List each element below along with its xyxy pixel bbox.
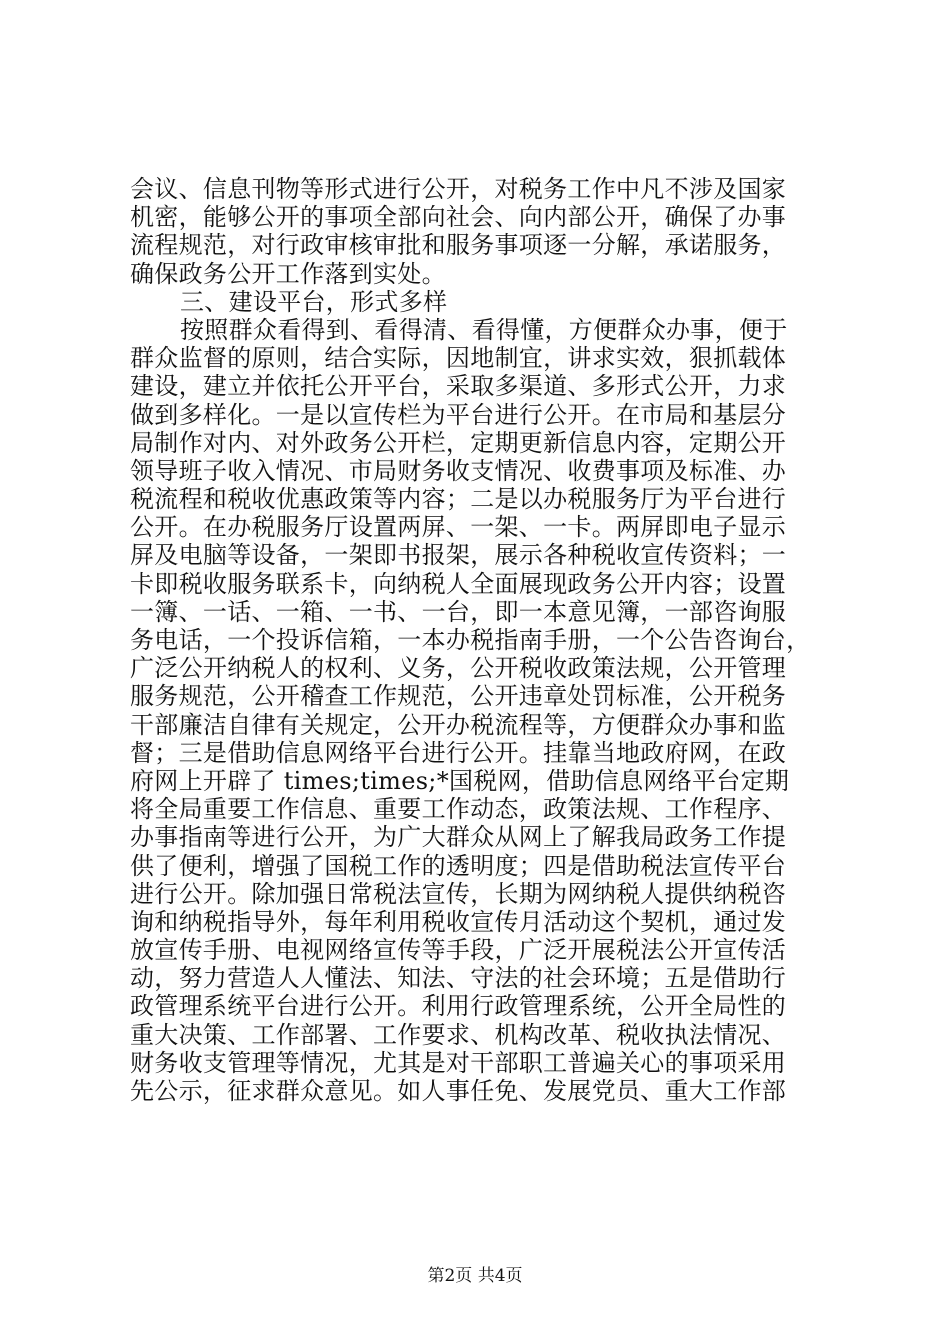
text-line: 局制作对内、对外政务公开栏，定期更新信息内容，定期公开 [130, 428, 787, 457]
text-line: 办事指南等进行公开，为广大群众从网上了解我局政务工作提 [130, 823, 787, 852]
document-body [130, 175, 830, 1105]
text-line: 税流程和税收优惠政策等内容；二是以办税服务厅为平台进行 [130, 485, 787, 514]
paragraph-start: 按照群众看得到、看得清、看得懂，方便群众办事，便于 [180, 315, 788, 344]
text-line: 建设，建立并依托公开平台，采取多渠道、多形式公开，力求 [130, 372, 787, 401]
text-line: 将全局重要工作信息、重要工作动态，政策法规、工作程序、 [130, 795, 787, 824]
text-line: 放宣传手册、电视网络宣传等手段，广泛开展税法公开宣传活 [130, 936, 787, 965]
text-line: 机密，能够公开的事项全部向社会、向内部公开，确保了办事 [130, 203, 787, 232]
text-line: 供了便利，增强了国税工作的透明度；四是借助税法宣传平台 [130, 851, 787, 880]
text-line: 重大决策、工作部署、工作要求、机构改革、税收执法情况、 [130, 1020, 787, 1049]
text-line: 一簿、一话、一箱、一书、一台，即一本意见簿，一部咨询服 [130, 597, 787, 626]
text-line: 领导班子收入情况、市局财务收支情况、收费事项及标准、办 [130, 456, 787, 485]
text-line: 卡即税收服务联系卡，向纳税人全面展现政务公开内容；设置 [130, 569, 787, 598]
text-line: 务电话，一个投诉信箱，一本办税指南手册，一个公告咨询台， [130, 626, 811, 654]
text-line: 府网上开辟了 times;times;*国税网，借助信息网络平台定期 [130, 766, 790, 795]
page-number-footer: 第2页 共4页 [427, 1266, 523, 1286]
text-line: 财务收支管理等情况，尤其是对干部职工普遍关心的事项采用 [130, 1048, 787, 1077]
text-line: 进行公开。除加强日常税法宣传，长期为网纳税人提供纳税咨 [130, 879, 787, 908]
text-line: 广泛公开纳税人的权利、义务，公开税收政策法规，公开管理 [130, 654, 787, 683]
text-line: 动，努力营造人人懂法、知法、守法的社会环境；五是借助行 [130, 964, 787, 993]
text-line: 询和纳税指导外，每年利用税收宣传月活动这个契机，通过发 [130, 907, 787, 936]
text-line: 确保政务公开工作落到实处。 [130, 259, 446, 288]
section-heading: 三、建设平台，形式多样 [180, 287, 448, 316]
text-line: 督；三是借助信息网络平台进行公开。挂靠当地政府网，在政 [130, 738, 787, 767]
text-line: 公开。在办税服务厅设置两屏、一架、一卡。两屏即电子显示 [130, 513, 787, 542]
text-line: 会议、信息刊物等形式进行公开，对税务工作中凡不涉及国家 [130, 175, 787, 203]
text-line: 群众监督的原则，结合实际，因地制宜，讲求实效，狠抓载体 [130, 344, 787, 373]
text-line: 干部廉洁自律有关规定，公开办税流程等，方便群众办事和监 [130, 710, 787, 739]
text-line: 服务规范，公开稽查工作规范，公开违章处罚标准，公开税务 [130, 682, 787, 711]
text-line: 屏及电脑等设备，一架即书报架，展示各种税收宣传资料；一 [130, 541, 787, 570]
text-line: 流程规范，对行政审核审批和服务事项逐一分解，承诺服务， [130, 231, 787, 260]
text-line: 先公示，征求群众意见。如人事任免、发展党员、重大工作部 [130, 1077, 787, 1105]
text-line: 政管理系统平台进行公开。利用行政管理系统，公开全局性的 [130, 992, 787, 1021]
text-line: 做到多样化。一是以宣传栏为平台进行公开。在市局和基层分 [130, 400, 787, 429]
